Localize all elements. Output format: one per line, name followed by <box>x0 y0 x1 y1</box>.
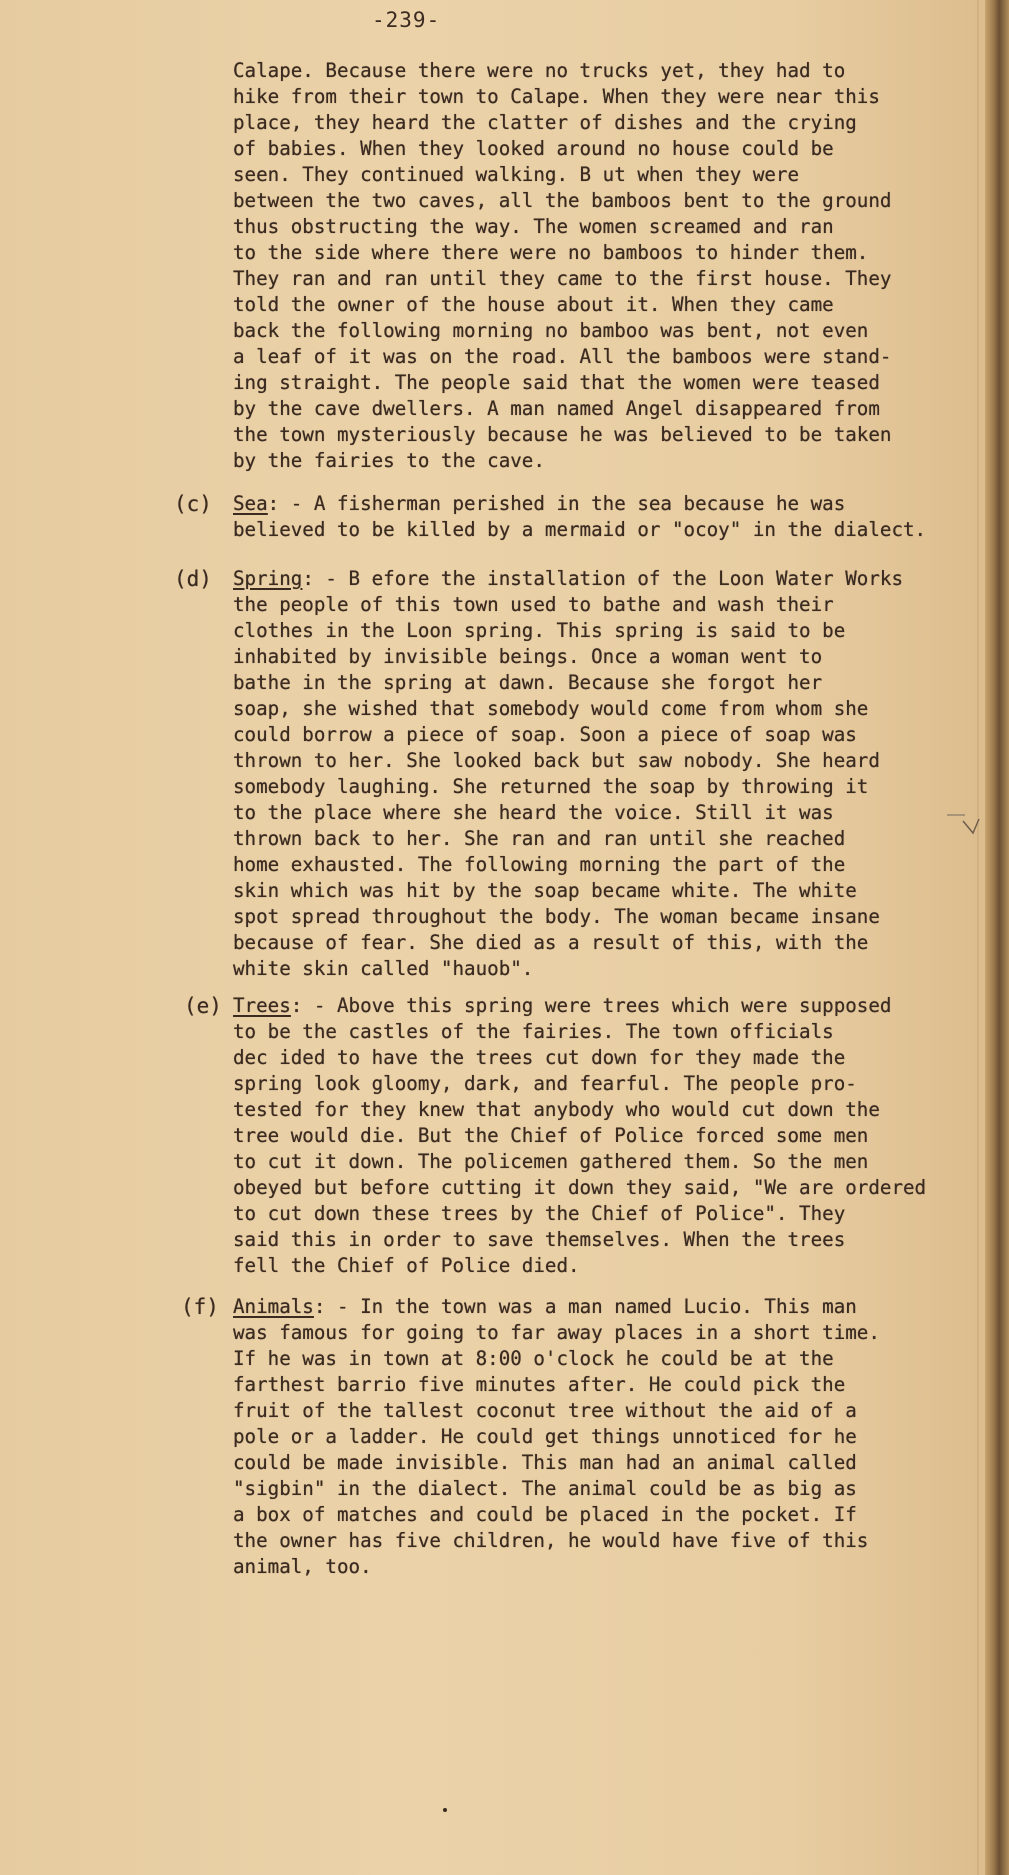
pencil-check-mark <box>945 795 985 835</box>
text-line: between the two caves, all the bamboos bent to the ground <box>233 189 892 212</box>
text-line: inhabited by invisible beings. Once a woman went to <box>233 645 823 668</box>
text-line: tree would die. But the Chief of Police forced some men <box>233 1124 869 1147</box>
text-line: home exhausted. The following morning the part of the <box>233 853 846 876</box>
text-line: somebody laughing. She returned the soap by throwing it <box>233 775 869 798</box>
book-binding <box>985 0 1009 1875</box>
text-line: obeyed but before cutting it down they said, "We are ordered <box>233 1176 927 1199</box>
text-line: to the place where she heard the voice. Still it was <box>233 801 834 824</box>
text-line: place, they heard the clatter of dishes and the crying <box>233 111 857 134</box>
text-line: tested for they knew that anybody who would cut down the <box>233 1098 880 1121</box>
text-line: the owner has five children, he would have five of this <box>233 1529 869 1552</box>
text-line: believed to be killed by a mermaid or "ocoy" in the dialect. <box>233 518 927 541</box>
text-line: hike from their town to Calape. When they were near this <box>233 85 880 108</box>
text-line: fell the Chief of Police died. <box>233 1254 580 1277</box>
text-line: to be the castles of the fairies. The town officials <box>233 1020 834 1043</box>
text-line: said this in order to save themselves. When the trees <box>233 1228 846 1251</box>
text-line: by the cave dwellers. A man named Angel disappeared from <box>233 397 880 420</box>
binding-edge <box>977 0 979 1875</box>
section-first-text: : - In the town was a man named Lucio. This man <box>313 1295 857 1318</box>
text-line: ing straight. The people said that the women were teased <box>233 371 880 394</box>
text-line: thrown back to her. She ran and ran until she reached <box>233 827 846 850</box>
ink-dot <box>443 1808 447 1812</box>
text-line: the town mysteriously because he was believed to be taken <box>233 423 892 446</box>
section-heading: Sea <box>233 492 268 515</box>
text-line: a leaf of it was on the road. All the bamboos were stand- <box>233 345 892 368</box>
text-line: thrown to her. She looked back but saw nobody. She heard <box>233 749 880 772</box>
text-line: by the fairies to the cave. <box>233 449 545 472</box>
text-line: spot spread throughout the body. The woman became insane <box>233 905 880 928</box>
section-first-line <box>233 993 891 1019</box>
section-marker: (c) <box>174 492 212 516</box>
text-line: white skin called "hauob". <box>233 957 534 980</box>
text-line: They ran and ran until they came to the first house. They <box>233 267 892 290</box>
text-line: bathe in the spring at dawn. Because she forgot her <box>233 671 823 694</box>
section-first-text: : - A fisherman perished in the sea because he was <box>267 492 846 515</box>
section-first-text: : - Above this spring were trees which were supposed <box>290 994 892 1017</box>
section-marker: (d) <box>174 567 212 591</box>
section-marker: (e) <box>184 994 222 1018</box>
text-line: to cut down these trees by the Chief of Police". They <box>233 1202 846 1225</box>
text-line: animal, too. <box>233 1555 372 1578</box>
text-line: told the owner of the house about it. When they came <box>233 293 834 316</box>
text-line: pole or a ladder. He could get things unnoticed for he <box>233 1425 857 1448</box>
text-line: spring look gloomy, dark, and fearful. The people pro- <box>233 1072 857 1095</box>
section-first-line <box>233 491 845 517</box>
section-first-text: : - B efore the installation of the Loon Water Works <box>302 567 904 590</box>
section-marker: (f) <box>181 1295 219 1319</box>
section-heading: Animals <box>233 1295 314 1318</box>
text-line: dec ided to have the trees cut down for they made the <box>233 1046 846 1069</box>
text-line: If he was in town at 8:00 o'clock he could be at the <box>233 1347 834 1370</box>
section-heading: Trees <box>233 994 291 1017</box>
text-line: clothes in the Loon spring. This spring is said to be <box>233 619 846 642</box>
text-line: was famous for going to far away places in a short time. <box>233 1321 880 1344</box>
text-line: soap, she wished that somebody would come from whom she <box>233 697 869 720</box>
text-line: Calape. Because there were no trucks yet, they had to <box>233 59 846 82</box>
page-number: -239- <box>372 8 441 32</box>
text-line: "sigbin" in the dialect. The animal could be as big as <box>233 1477 857 1500</box>
text-line: the people of this town used to bathe and wash their <box>233 593 834 616</box>
text-line: a box of matches and could be placed in the pocket. If <box>233 1503 857 1526</box>
text-line: skin which was hit by the soap became white. The white <box>233 879 857 902</box>
text-line: farthest barrio five minutes after. He could pick the <box>233 1373 846 1396</box>
section-heading: Spring <box>233 567 303 590</box>
section-first-line <box>233 1294 857 1320</box>
text-line: fruit of the tallest coconut tree without the aid of a <box>233 1399 857 1422</box>
text-line: could borrow a piece of soap. Soon a piece of soap was <box>233 723 857 746</box>
text-line: seen. They continued walking. B ut when they were <box>233 163 800 186</box>
text-line: back the following morning no bamboo was bent, not even <box>233 319 869 342</box>
text-line: thus obstructing the way. The women screamed and ran <box>233 215 834 238</box>
text-line: of babies. When they looked around no house could be <box>233 137 834 160</box>
text-line: to the side where there were no bamboos to hinder them. <box>233 241 869 264</box>
text-line: to cut it down. The policemen gathered them. So the men <box>233 1150 869 1173</box>
text-line: could be made invisible. This man had an animal called <box>233 1451 857 1474</box>
section-first-line <box>233 566 903 592</box>
text-line: because of fear. She died as a result of this, with the <box>233 931 869 954</box>
